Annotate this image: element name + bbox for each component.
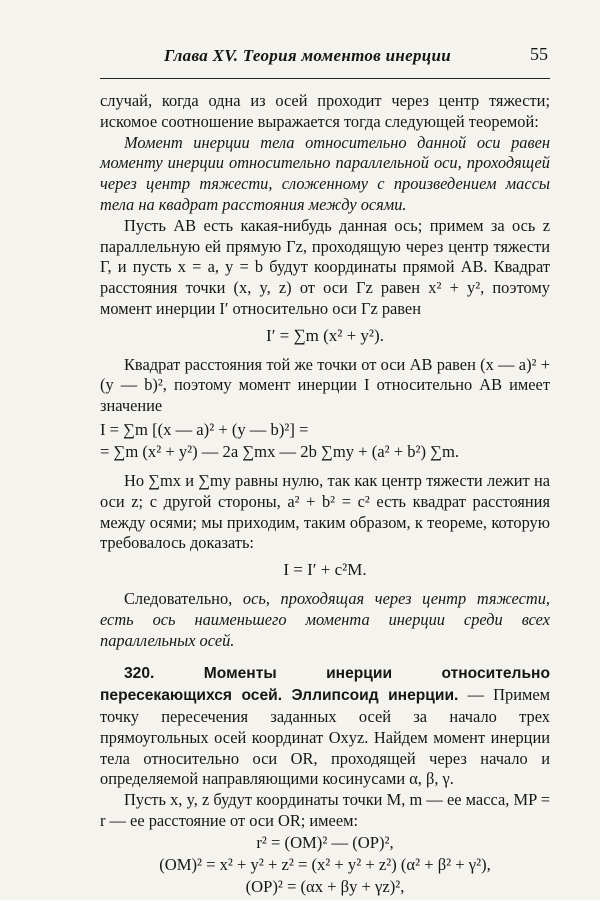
paragraph-conclusion bbox=[100, 589, 550, 651]
conclusion-lead: Следовательно, bbox=[124, 588, 233, 608]
formula-moment-expansion bbox=[100, 419, 550, 463]
paragraph-distance: Квадрат расстояния той же точки от оси AB равен (x — a)² + (y — b)², поэтому момент инерции I относительно AB имеет значение bbox=[100, 354, 550, 416]
conclusion-italic: ось, проходящая через центр тяжести, есть ось наименьшего момента инерции среди всех параллельных осей. bbox=[100, 588, 550, 650]
running-title: Глава XV. Теория моментов инерции bbox=[164, 46, 452, 65]
section-heading: 320. Моменты инерции относительно пересекающихся осей. Эллипсоид инерции. bbox=[100, 665, 550, 705]
page-number: 55 bbox=[530, 44, 548, 64]
formula-parallel-axis: I = I′ + c²M. bbox=[283, 560, 367, 580]
formula-expansion-line-2: = ∑m (x² + y²) — 2a ∑mx — 2b ∑my + (a² + b²) ∑m. bbox=[100, 441, 460, 461]
running-header bbox=[100, 44, 550, 72]
section-text: — Примем точку пересечения заданных осей за начало трех прямоугольных осей координат Oxyz. Найдем момент инерции тела относительно оси OR, проходящей через начало и определяемой направляющими косинусами α, β, γ. bbox=[100, 685, 550, 789]
equation-om-squared: (OM)² = x² + y² + z² = (x² + y² + z²) (α² + β² + γ²), bbox=[159, 854, 491, 874]
theorem-statement: Момент инерции тела относительно данной оси равен моменту инерции относительно параллельной оси, проходящей через центр тяжести, сложенному с произведением массы тела на квадрат расстояния между осями. bbox=[100, 132, 550, 214]
formula-moment-central: I′ = ∑m (x² + y²). bbox=[266, 325, 384, 345]
header-rule bbox=[100, 78, 550, 79]
equations-block bbox=[100, 832, 550, 898]
equation-r-squared: r² = (OM)² — (OP)², bbox=[256, 832, 394, 852]
equation-op-squared: (OP)² = (αx + βy + γz)², bbox=[245, 876, 405, 896]
formula-expansion-line-1: I = ∑m [(x — a)² + (y — b)²] = bbox=[100, 419, 309, 439]
paragraph-setup: Пусть AB есть какая-нибудь данная ось; примем за ось z параллельную ей прямую Γz, проходящую через центр тяжести Γ, и пусть x = a, y = b будут координаты прямой AB. Квадрат расстояния точки (x, y, z) от оси Γz равен x² + y², поэтому момент инерции I′ относительно оси Γz равен bbox=[100, 215, 550, 318]
paragraph-point-coordinates: Пусть x, y, z будут координаты точки M, m — ее масса, MP = r — ее расстояние от оси OR; имеем: bbox=[100, 790, 550, 830]
paragraph-proof: Но ∑mx и ∑my равны нулю, так как центр тяжести лежит на оси z; с другой стороны, a² + b² = c² есть квадрат расстояния между осями; мы приходим, таким образом, к теореме, которую требовалось доказать: bbox=[100, 470, 550, 553]
page-body bbox=[100, 91, 550, 898]
paragraph-continuation: случай, когда одна из осей проходит через центр тяжести; искомое соотношение выражается тогда следующей теоремой: bbox=[100, 91, 550, 131]
section-320 bbox=[100, 663, 550, 790]
